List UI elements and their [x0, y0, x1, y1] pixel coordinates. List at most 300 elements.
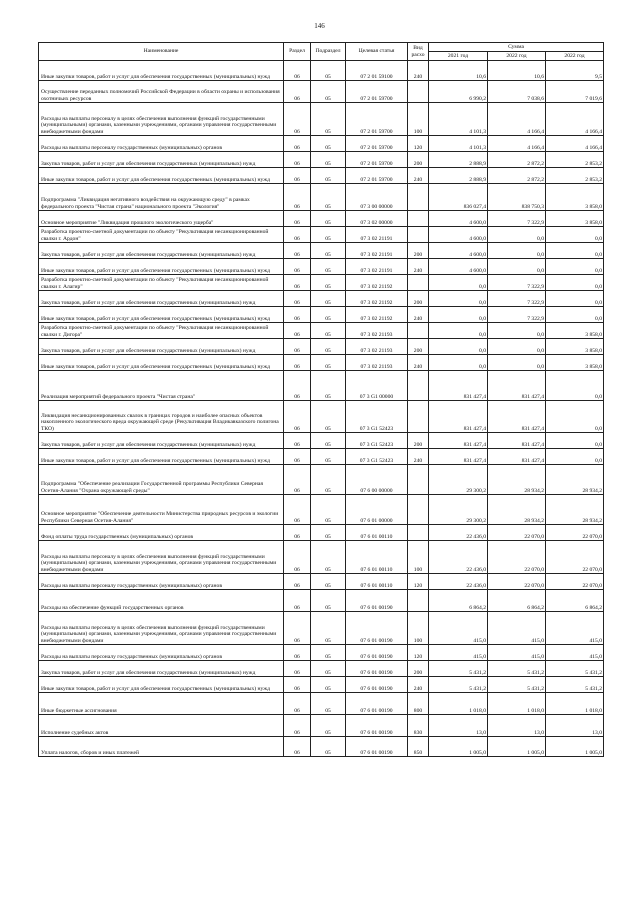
cell-v1: 831 427,4 — [429, 371, 488, 401]
table-row — [39, 211, 604, 227]
header-kind: Вид расхо — [408, 43, 429, 61]
cell-target: 07 2 01 59100 — [346, 61, 408, 81]
cell-kind: 240 — [408, 677, 429, 693]
cell-target: 07 3 02 21191 — [346, 259, 408, 275]
cell-v2: 22 070,0 — [488, 541, 546, 574]
cell-sec: 06 — [284, 612, 311, 645]
cell-v1: 13,0 — [429, 715, 488, 737]
cell-sec: 06 — [284, 401, 311, 433]
table-row — [39, 371, 604, 401]
cell-sec: 06 — [284, 677, 311, 693]
cell-target: 07 3 00 00000 — [346, 184, 408, 211]
cell-sub: 05 — [311, 715, 346, 737]
cell-sub: 05 — [311, 243, 346, 259]
cell-v1: 5 431,2 — [429, 677, 488, 693]
cell-sub: 05 — [311, 574, 346, 590]
cell-kind: 240 — [408, 449, 429, 465]
cell-target: 07 6 01 00190 — [346, 645, 408, 661]
cell-sec: 06 — [284, 259, 311, 275]
cell-name: Иные бюджетные ассигнования — [39, 693, 284, 715]
cell-name: Разработка проектно-сметной документации по объекту "Рекультивация несанкционированной свалки г. Алагир" — [39, 275, 284, 291]
cell-v2: 7 322,9 — [488, 291, 546, 307]
cell-name: Расходы на выплаты персоналу государственных (муниципальных) органов — [39, 645, 284, 661]
cell-target: 07 3 02 21193 — [346, 355, 408, 371]
cell-target: 07 6 01 00110 — [346, 525, 408, 541]
table-row — [39, 184, 604, 211]
cell-name: Расходы на выплаты персоналу в целях обеспечения выполнения функций государственными (муниципальными) органами, казенными учреждениями, органами управления государственными внебюджетными фондами — [39, 541, 284, 574]
cell-sec: 06 — [284, 81, 311, 103]
table-row — [39, 525, 604, 541]
cell-target: 07 6 01 00190 — [346, 590, 408, 612]
cell-v1: 831 427,4 — [429, 401, 488, 433]
table-row — [39, 677, 604, 693]
cell-v2: 7 322,9 — [488, 307, 546, 323]
cell-v3: 5 431,2 — [546, 677, 604, 693]
cell-target: 07 2 01 59700 — [346, 103, 408, 136]
cell-sub: 05 — [311, 61, 346, 81]
cell-target: 07 6 01 00190 — [346, 715, 408, 737]
cell-kind: 240 — [408, 355, 429, 371]
cell-sub: 05 — [311, 495, 346, 525]
cell-target: 07 6 01 00190 — [346, 737, 408, 757]
table-row — [39, 136, 604, 152]
cell-name: Основное мероприятие "Обеспечение деятельности Министерства природных ресурсов и экологии Республики Северная Осетия-Алания" — [39, 495, 284, 525]
cell-kind — [408, 590, 429, 612]
cell-sub: 05 — [311, 227, 346, 243]
cell-v1: 0,0 — [429, 323, 488, 339]
cell-sub: 05 — [311, 184, 346, 211]
cell-sec: 06 — [284, 184, 311, 211]
cell-v3: 13,0 — [546, 715, 604, 737]
cell-v2: 0,0 — [488, 339, 546, 355]
cell-sec: 06 — [284, 168, 311, 184]
cell-name: Расходы на выплаты персоналу в целях обеспечения выполнения функций государственными (муниципальными) органами, казенными учреждениями, органами управления государственными внебюджетными фондами — [39, 103, 284, 136]
cell-kind: 200 — [408, 152, 429, 168]
cell-name: Подпрограмма "Ликвидация негативного воздействия на окружающую среду" в рамках федерального проекта "Чистая страна" национального проекта "Экология" — [39, 184, 284, 211]
cell-kind: 240 — [408, 61, 429, 81]
header-section: Раздел — [284, 43, 311, 61]
cell-sec: 06 — [284, 525, 311, 541]
cell-kind — [408, 211, 429, 227]
cell-v1: 22 436,0 — [429, 574, 488, 590]
cell-v3: 3 858,0 — [546, 355, 604, 371]
header-sum: Сумма — [429, 43, 604, 52]
cell-v1: 4 600,0 — [429, 259, 488, 275]
cell-sec: 06 — [284, 541, 311, 574]
cell-name: Закупка товаров, работ и услуг для обеспечения государственных (муниципальных) нужд — [39, 433, 284, 449]
table-row — [39, 323, 604, 339]
cell-v1: 22 436,0 — [429, 525, 488, 541]
cell-v1: 836 027,4 — [429, 184, 488, 211]
cell-kind: 120 — [408, 645, 429, 661]
table-row — [39, 275, 604, 291]
cell-sub: 05 — [311, 449, 346, 465]
cell-sec: 06 — [284, 371, 311, 401]
cell-v3: 0,0 — [546, 433, 604, 449]
cell-sec: 06 — [284, 275, 311, 291]
cell-kind — [408, 184, 429, 211]
cell-name: Разработка проектно-сметной документации по объекту "Рекультивация несанкционированной свалки г. Дигора" — [39, 323, 284, 339]
cell-kind — [408, 81, 429, 103]
cell-target: 07 3 G1 52423 — [346, 449, 408, 465]
table-row — [39, 61, 604, 81]
cell-v2: 415,0 — [488, 612, 546, 645]
cell-name: Расходы на выплаты персоналу государственных (муниципальных) органов — [39, 574, 284, 590]
cell-v2: 5 431,2 — [488, 677, 546, 693]
cell-name: Закупка товаров, работ и услуг для обеспечения государственных (муниципальных) нужд — [39, 243, 284, 259]
cell-target: 07 3 02 21193 — [346, 339, 408, 355]
cell-sec: 06 — [284, 152, 311, 168]
table-row — [39, 661, 604, 677]
cell-v2: 1 005,0 — [488, 737, 546, 757]
cell-name: Ликвидация несанкционированных свалок в границах городов и наиболее опасных объектов накопленного экологического вреда окружающей среде (Рекультивация Владикавказского полигона ТКО) — [39, 401, 284, 433]
cell-v2: 0,0 — [488, 243, 546, 259]
table-row — [39, 355, 604, 371]
cell-v2: 0,0 — [488, 227, 546, 243]
cell-sub: 05 — [311, 677, 346, 693]
cell-v2: 0,0 — [488, 259, 546, 275]
table-row — [39, 612, 604, 645]
cell-target: 07 3 02 21193 — [346, 323, 408, 339]
header-2021: 2021 год — [429, 52, 488, 61]
cell-sub: 05 — [311, 136, 346, 152]
cell-v2: 10,6 — [488, 61, 546, 81]
table-row — [39, 401, 604, 433]
cell-target: 07 2 01 59700 — [346, 168, 408, 184]
cell-name: Разработка проектно-сметной документации по объекту "Рекультивация несанкционированной свалки г. Ардон" — [39, 227, 284, 243]
cell-v1: 0,0 — [429, 355, 488, 371]
cell-target: 07 2 01 59700 — [346, 136, 408, 152]
cell-kind: 200 — [408, 339, 429, 355]
cell-v2: 7 038,6 — [488, 81, 546, 103]
cell-kind: 100 — [408, 541, 429, 574]
table-header — [39, 43, 604, 61]
cell-name: Закупка товаров, работ и услуг для обеспечения государственных (муниципальных) нужд — [39, 661, 284, 677]
cell-name: Расходы на выплаты персоналу государственных (муниципальных) органов — [39, 136, 284, 152]
table-row — [39, 574, 604, 590]
cell-name: Фонд оплаты труда государственных (муниципальных) органов — [39, 525, 284, 541]
cell-v2: 7 322,9 — [488, 211, 546, 227]
cell-target: 07 3 02 21191 — [346, 243, 408, 259]
table-row — [39, 227, 604, 243]
cell-v2: 2 872,2 — [488, 152, 546, 168]
cell-v3: 6 864,2 — [546, 590, 604, 612]
table-row — [39, 715, 604, 737]
cell-v1: 2 888,9 — [429, 168, 488, 184]
table-row — [39, 737, 604, 757]
cell-v1: 1 005,0 — [429, 737, 488, 757]
cell-sub: 05 — [311, 645, 346, 661]
cell-name: Иные закупки товаров, работ и услуг для обеспечения государственных (муниципальных) нужд — [39, 307, 284, 323]
cell-sec: 06 — [284, 103, 311, 136]
table-row — [39, 243, 604, 259]
table-row — [39, 541, 604, 574]
cell-target: 07 3 02 21192 — [346, 291, 408, 307]
cell-v3: 0,0 — [546, 449, 604, 465]
cell-name: Закупка товаров, работ и услуг для обеспечения государственных (муниципальных) нужд — [39, 152, 284, 168]
cell-sec: 06 — [284, 211, 311, 227]
page-number: 146 — [314, 22, 325, 30]
cell-v1: 22 436,0 — [429, 541, 488, 574]
table-row — [39, 449, 604, 465]
cell-sub: 05 — [311, 152, 346, 168]
cell-sec: 06 — [284, 645, 311, 661]
cell-v3: 0,0 — [546, 275, 604, 291]
table-row — [39, 495, 604, 525]
cell-kind: 240 — [408, 168, 429, 184]
cell-v2: 4 166,4 — [488, 136, 546, 152]
cell-sub: 05 — [311, 541, 346, 574]
cell-target: 07 3 G1 00000 — [346, 371, 408, 401]
cell-sec: 06 — [284, 61, 311, 81]
cell-v2: 831 427,4 — [488, 433, 546, 449]
cell-target: 07 3 02 21191 — [346, 227, 408, 243]
cell-sub: 05 — [311, 465, 346, 495]
cell-sec: 06 — [284, 449, 311, 465]
cell-name: Иные закупки товаров, работ и услуг для обеспечения государственных (муниципальных) нужд — [39, 449, 284, 465]
cell-v3: 28 934,2 — [546, 495, 604, 525]
cell-sub: 05 — [311, 693, 346, 715]
cell-v1: 10,6 — [429, 61, 488, 81]
cell-v3: 22 070,0 — [546, 525, 604, 541]
cell-v1: 2 888,9 — [429, 152, 488, 168]
table-row — [39, 465, 604, 495]
cell-v3: 3 858,0 — [546, 323, 604, 339]
cell-kind — [408, 401, 429, 433]
table-row — [39, 339, 604, 355]
cell-sec: 06 — [284, 574, 311, 590]
cell-v3: 5 431,2 — [546, 661, 604, 677]
cell-sec: 06 — [284, 715, 311, 737]
cell-sub: 05 — [311, 612, 346, 645]
cell-v3: 2 853,2 — [546, 152, 604, 168]
cell-kind — [408, 275, 429, 291]
cell-sub: 05 — [311, 259, 346, 275]
cell-target: 07 3 G1 52423 — [346, 433, 408, 449]
cell-v1: 4 101,3 — [429, 136, 488, 152]
header-2022b: 2022 год — [546, 52, 604, 61]
cell-v2: 831 427,4 — [488, 449, 546, 465]
cell-sub: 05 — [311, 525, 346, 541]
cell-sec: 06 — [284, 693, 311, 715]
cell-v1: 415,0 — [429, 645, 488, 661]
cell-sec: 06 — [284, 737, 311, 757]
cell-sec: 06 — [284, 291, 311, 307]
header-target: Целевая статья — [346, 43, 408, 61]
cell-kind — [408, 323, 429, 339]
cell-v2: 0,0 — [488, 355, 546, 371]
cell-v1: 0,0 — [429, 307, 488, 323]
table-row — [39, 168, 604, 184]
cell-v2: 1 018,0 — [488, 693, 546, 715]
cell-v2: 28 934,2 — [488, 465, 546, 495]
cell-kind: 100 — [408, 612, 429, 645]
table-row — [39, 103, 604, 136]
cell-v1: 831 427,4 — [429, 433, 488, 449]
cell-target: 07 3 G1 52423 — [346, 401, 408, 433]
cell-kind: 120 — [408, 574, 429, 590]
cell-v2: 6 864,2 — [488, 590, 546, 612]
table-row — [39, 433, 604, 449]
cell-v3: 1 018,0 — [546, 693, 604, 715]
cell-v3: 3 858,0 — [546, 339, 604, 355]
cell-target: 07 2 01 59700 — [346, 152, 408, 168]
cell-kind: 200 — [408, 291, 429, 307]
cell-v3: 0,0 — [546, 307, 604, 323]
table-row — [39, 693, 604, 715]
cell-v2: 838 750,3 — [488, 184, 546, 211]
cell-v3: 415,0 — [546, 645, 604, 661]
cell-v2: 415,0 — [488, 645, 546, 661]
cell-sec: 06 — [284, 307, 311, 323]
cell-sub: 05 — [311, 103, 346, 136]
cell-sec: 06 — [284, 661, 311, 677]
cell-kind: 200 — [408, 243, 429, 259]
table-row — [39, 645, 604, 661]
cell-v1: 4 600,0 — [429, 243, 488, 259]
cell-v1: 5 431,2 — [429, 661, 488, 677]
cell-sub: 05 — [311, 168, 346, 184]
cell-v2: 831 427,4 — [488, 371, 546, 401]
cell-v1: 0,0 — [429, 339, 488, 355]
cell-target: 07 6 01 00110 — [346, 541, 408, 574]
cell-kind — [408, 525, 429, 541]
cell-sub: 05 — [311, 355, 346, 371]
cell-name: Расходы на выплаты персоналу в целях обеспечения выполнения функций государственными (муниципальными) органами, казенными учреждениями, органами управления государственными внебюджетными фондами — [39, 612, 284, 645]
cell-v3: 0,0 — [546, 259, 604, 275]
cell-v1: 4 600,0 — [429, 227, 488, 243]
cell-sub: 05 — [311, 401, 346, 433]
cell-v2: 22 070,0 — [488, 525, 546, 541]
cell-sec: 06 — [284, 590, 311, 612]
header-name: Наименование — [39, 43, 284, 61]
cell-kind — [408, 227, 429, 243]
budget-table — [38, 42, 604, 757]
header-subsection: Подраздел — [311, 43, 346, 61]
cell-target: 07 6 01 00190 — [346, 612, 408, 645]
table-row — [39, 307, 604, 323]
cell-name: Осуществление переданных полномочий Российской Федерации в области охраны и использования охотничьих ресурсов — [39, 81, 284, 103]
cell-v3: 28 934,2 — [546, 465, 604, 495]
cell-kind: 200 — [408, 661, 429, 677]
cell-name: Иные закупки товаров, работ и услуг для обеспечения государственных (муниципальных) нужд — [39, 61, 284, 81]
cell-sec: 06 — [284, 339, 311, 355]
cell-v2: 4 166,4 — [488, 103, 546, 136]
cell-target: 07 6 01 00110 — [346, 574, 408, 590]
cell-sub: 05 — [311, 433, 346, 449]
cell-sub: 05 — [311, 339, 346, 355]
cell-target: 07 3 02 21192 — [346, 275, 408, 291]
cell-sec: 06 — [284, 227, 311, 243]
cell-v2: 2 872,2 — [488, 168, 546, 184]
cell-v2: 831 427,4 — [488, 401, 546, 433]
cell-kind: 200 — [408, 433, 429, 449]
cell-v1: 1 018,0 — [429, 693, 488, 715]
cell-v2: 5 431,2 — [488, 661, 546, 677]
cell-sub: 05 — [311, 323, 346, 339]
cell-name: Иные закупки товаров, работ и услуг для обеспечения государственных (муниципальных) нужд — [39, 168, 284, 184]
cell-v3: 0,0 — [546, 291, 604, 307]
cell-name: Иные закупки товаров, работ и услуг для обеспечения государственных (муниципальных) нужд — [39, 355, 284, 371]
cell-target: 07 6 01 00000 — [346, 495, 408, 525]
cell-kind — [408, 465, 429, 495]
cell-sub: 05 — [311, 661, 346, 677]
table-row — [39, 590, 604, 612]
cell-v1: 831 427,4 — [429, 449, 488, 465]
table-body — [39, 61, 604, 757]
cell-v1: 29 300,2 — [429, 465, 488, 495]
cell-sub: 05 — [311, 291, 346, 307]
cell-v1: 0,0 — [429, 291, 488, 307]
cell-name: Закупка товаров, работ и услуг для обеспечения государственных (муниципальных) нужд — [39, 291, 284, 307]
cell-v3: 415,0 — [546, 612, 604, 645]
cell-sub: 05 — [311, 371, 346, 401]
cell-v3: 2 853,2 — [546, 168, 604, 184]
cell-sec: 06 — [284, 355, 311, 371]
cell-v3: 0,0 — [546, 227, 604, 243]
cell-target: 07 6 01 00190 — [346, 693, 408, 715]
cell-sub: 05 — [311, 307, 346, 323]
header-2022a: 2022 год — [488, 52, 546, 61]
cell-kind: 240 — [408, 259, 429, 275]
cell-v2: 22 070,0 — [488, 574, 546, 590]
cell-kind: 240 — [408, 307, 429, 323]
cell-v1: 4 101,3 — [429, 103, 488, 136]
cell-name: Закупка товаров, работ и услуг для обеспечения государственных (муниципальных) нужд — [39, 339, 284, 355]
cell-kind: 800 — [408, 693, 429, 715]
cell-kind: 850 — [408, 737, 429, 757]
cell-sub: 05 — [311, 737, 346, 757]
table-row — [39, 291, 604, 307]
cell-v2: 28 934,2 — [488, 495, 546, 525]
cell-sub: 05 — [311, 275, 346, 291]
cell-v3: 3 858,0 — [546, 184, 604, 211]
cell-v3: 22 070,0 — [546, 574, 604, 590]
cell-sub: 05 — [311, 211, 346, 227]
cell-v1: 6 990,2 — [429, 81, 488, 103]
table-row — [39, 259, 604, 275]
cell-v1: 415,0 — [429, 612, 488, 645]
table-row — [39, 81, 604, 103]
cell-sec: 06 — [284, 465, 311, 495]
cell-v3: 0,0 — [546, 371, 604, 401]
cell-kind: 100 — [408, 103, 429, 136]
cell-sec: 06 — [284, 136, 311, 152]
cell-sec: 06 — [284, 243, 311, 259]
cell-v3: 7 019,6 — [546, 81, 604, 103]
cell-name: Уплата налогов, сборов и иных платежей — [39, 737, 284, 757]
cell-v1: 4 600,0 — [429, 211, 488, 227]
cell-target: 07 6 01 00190 — [346, 677, 408, 693]
cell-v3: 9,5 — [546, 61, 604, 81]
cell-v3: 3 858,0 — [546, 211, 604, 227]
cell-kind: 120 — [408, 136, 429, 152]
cell-sub: 05 — [311, 590, 346, 612]
cell-sec: 06 — [284, 323, 311, 339]
cell-kind — [408, 371, 429, 401]
cell-v2: 0,0 — [488, 323, 546, 339]
table-row — [39, 152, 604, 168]
cell-name: Реализация мероприятий федерального проекта "Чистая страна" — [39, 371, 284, 401]
cell-target: 07 2 01 59700 — [346, 81, 408, 103]
cell-sub: 05 — [311, 81, 346, 103]
cell-v3: 22 070,0 — [546, 541, 604, 574]
cell-name: Иные закупки товаров, работ и услуг для обеспечения государственных (муниципальных) нужд — [39, 259, 284, 275]
cell-v2: 7 322,9 — [488, 275, 546, 291]
cell-target: 07 3 02 00000 — [346, 211, 408, 227]
cell-sec: 06 — [284, 433, 311, 449]
cell-v3: 1 005,0 — [546, 737, 604, 757]
